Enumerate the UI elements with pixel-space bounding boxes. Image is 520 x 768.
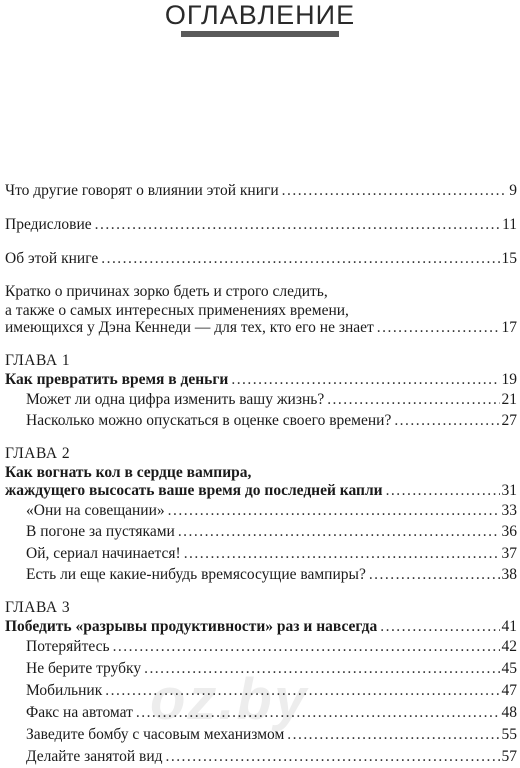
leader-dots <box>105 681 499 701</box>
chapter-title-entry[interactable] <box>5 370 517 390</box>
chapter-title-entry[interactable] <box>5 617 517 637</box>
toc-entry-title: имеющихся у Дэна Кеннеди — для тех, кто его не знает <box>5 319 374 336</box>
section-page: 27 <box>501 412 517 429</box>
section-entry[interactable] <box>5 411 517 431</box>
leader-dots <box>178 522 500 542</box>
leader-dots <box>231 370 499 390</box>
leader-dots <box>287 725 499 745</box>
toc-entry-page: 15 <box>501 250 517 267</box>
toc-entry-title: Что другие говорят о влиянии этой книги <box>5 182 279 199</box>
section-entry[interactable] <box>5 659 517 679</box>
leader-dots <box>386 481 500 501</box>
chapter-label: ГЛАВА 2 <box>5 445 71 462</box>
section-title: Может ли одна цифра изменить вашу жизнь? <box>26 391 325 408</box>
chapter-title: жаждущего высосать ваше время до последней капли <box>5 482 383 499</box>
chapter-title-line: Как вогнать кол в сердце вампира, <box>5 464 252 481</box>
section-page: 38 <box>501 566 517 583</box>
section-title: Есть ли еще какие-нибудь времясосущие вампиры? <box>26 566 366 583</box>
toc-entry-preface[interactable] <box>5 215 517 235</box>
toc-entry-page: 41 <box>501 618 517 635</box>
section-page: 48 <box>501 704 517 721</box>
section-title: Потеряйтесь <box>26 638 110 655</box>
leader-dots <box>136 703 500 723</box>
section-title: Заведите бомбу с часовым механизмом <box>26 726 285 743</box>
leader-dots <box>166 747 500 767</box>
chapter-title-entry[interactable] <box>5 481 517 501</box>
leader-dots <box>282 181 508 201</box>
section-entry[interactable] <box>5 681 517 701</box>
page-title: ОГЛАВЛЕНИЕ <box>164 0 356 30</box>
toc-entry-page: 19 <box>501 371 517 388</box>
toc-entry-page: 31 <box>501 482 517 499</box>
section-page: 47 <box>501 682 517 699</box>
chapter-label: ГЛАВА 3 <box>5 599 71 616</box>
chapter-label: ГЛАВА 1 <box>5 352 71 369</box>
section-page: 45 <box>501 660 517 677</box>
section-page: 57 <box>501 748 517 765</box>
leader-dots <box>380 617 499 637</box>
section-title: Ой, сериал начинается! <box>26 545 181 562</box>
section-entry[interactable] <box>5 725 517 745</box>
section-page: 36 <box>501 523 517 540</box>
toc-entry-title: Об этой книге <box>5 250 99 267</box>
leader-dots <box>168 501 500 521</box>
chapter-title: Победить «разрывы продуктивности» раз и навсегда <box>5 618 378 635</box>
section-entry[interactable] <box>5 522 517 542</box>
chapter-title: Как превратить время в деньги <box>5 371 229 388</box>
section-title: В погоне за пустяками <box>26 523 175 540</box>
section-entry[interactable] <box>5 390 517 410</box>
section-page: 21 <box>501 391 517 408</box>
section-page: 37 <box>501 545 517 562</box>
section-entry[interactable] <box>5 637 517 657</box>
section-title: Не берите трубку <box>26 660 142 677</box>
section-title: Насколько можно опускаться в оценке своего времени? <box>26 412 392 429</box>
section-title: «Они на совещании» <box>26 502 165 519</box>
toc-entry-page: 17 <box>501 319 517 336</box>
toc-entry-intro[interactable] <box>5 318 517 338</box>
section-page: 42 <box>501 638 517 655</box>
leader-dots <box>101 249 499 269</box>
section-title: Мобильник <box>26 682 103 699</box>
leader-dots <box>184 544 500 564</box>
leader-dots <box>144 659 499 679</box>
toc-entry-page: 9 <box>509 182 517 199</box>
leader-dots <box>113 637 500 657</box>
section-entry[interactable] <box>5 544 517 564</box>
leader-dots <box>95 215 500 235</box>
section-entry[interactable] <box>5 703 517 723</box>
leader-dots <box>369 565 500 585</box>
section-title: Делайте занятой вид <box>26 748 163 765</box>
section-entry[interactable] <box>5 565 517 585</box>
title-underline <box>181 31 339 37</box>
section-title: Факс на автомат <box>26 704 133 721</box>
section-entry[interactable] <box>5 747 517 767</box>
toc-entry-intro-line: а также о самых интересных применениях времени, <box>5 302 349 319</box>
toc-entry-page: 11 <box>502 216 517 233</box>
watermark-logo: oz.by <box>150 667 309 732</box>
section-page: 33 <box>501 502 517 519</box>
toc-entry-title: Предисловие <box>5 216 92 233</box>
toc-entry-testimonials[interactable] <box>5 181 517 201</box>
leader-dots <box>394 411 499 431</box>
section-page: 55 <box>501 726 517 743</box>
section-entry[interactable] <box>5 501 517 521</box>
toc-entry-intro-line: Кратко о причинах зорко бдеть и строго следить, <box>5 283 328 300</box>
leader-dots <box>377 318 500 338</box>
toc-entry-about-book[interactable] <box>5 249 517 269</box>
leader-dots <box>327 390 499 410</box>
